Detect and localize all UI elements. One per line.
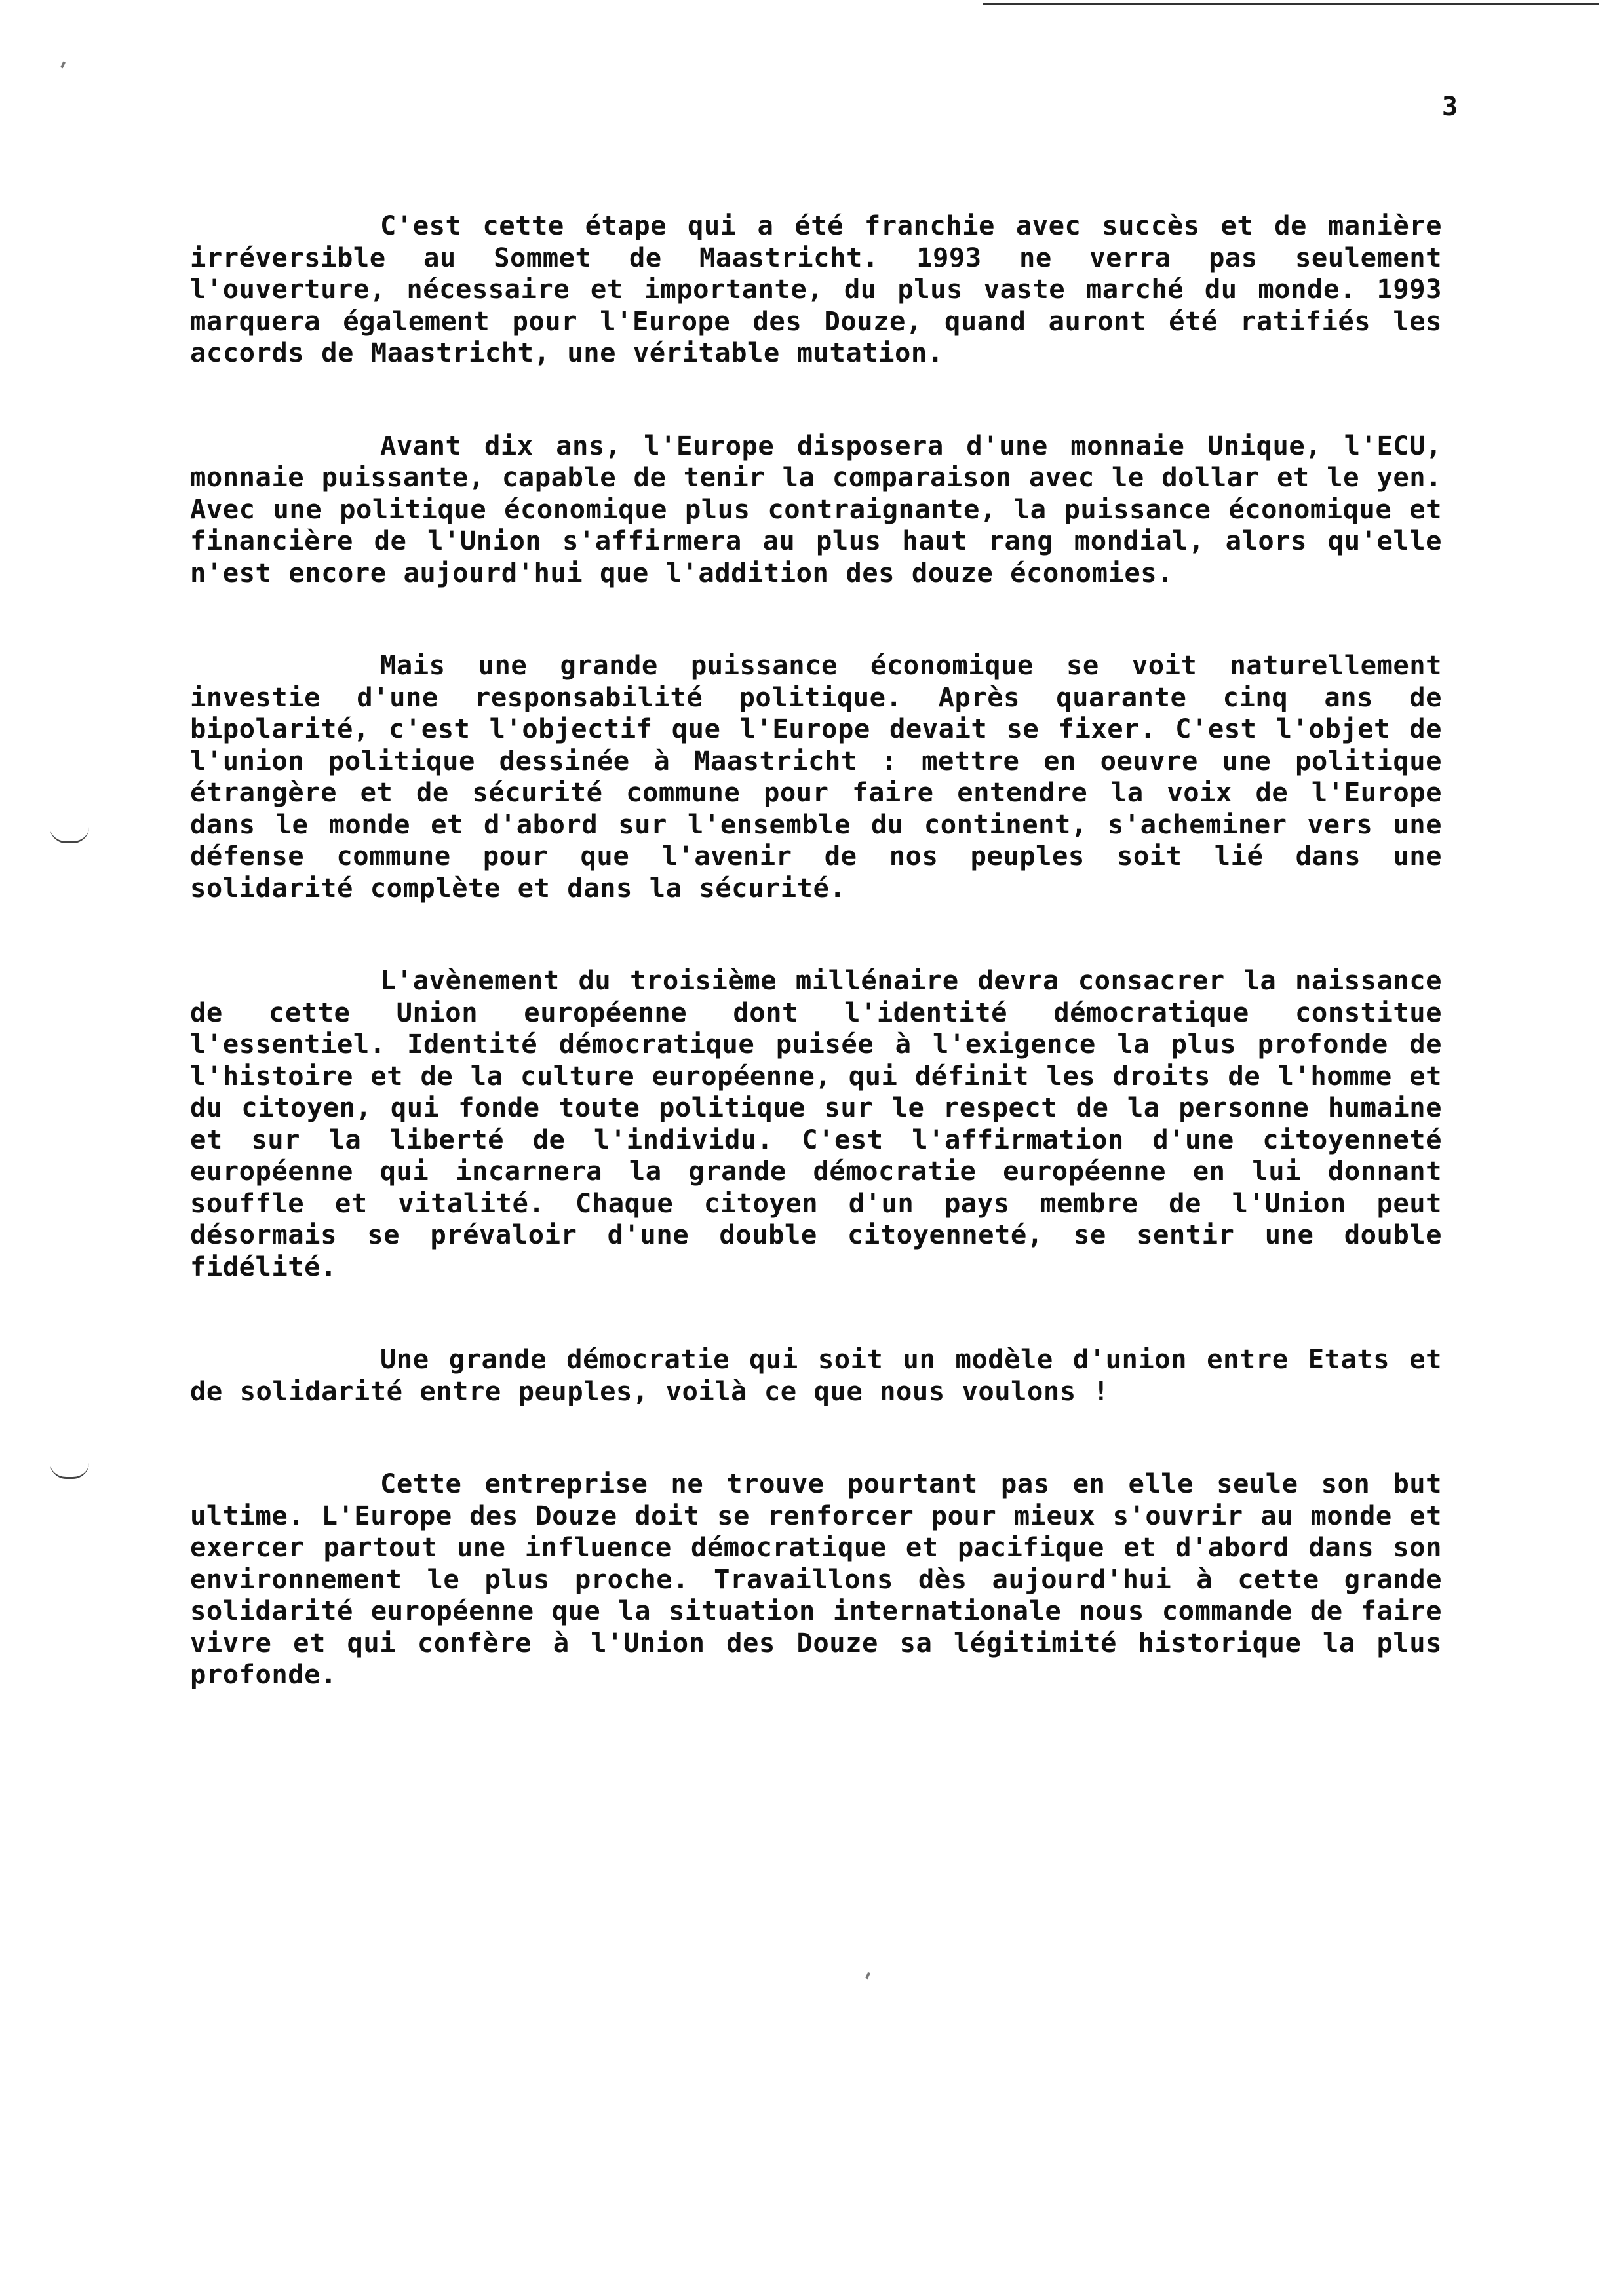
paragraph-democratic-identity: L'avènement du troisième millénaire devra consacrer la naissance de cette Union européenne dont l'identité démocratique constitue l'essentiel. Identité démocratique puisée à l'exigence la plus profonde de l'histoire et de la culture européenne, qui définit les droits de l'homme et du citoyen, qui fonde toute politique sur le respect de la personne humaine et sur la liberté de l'individu. C'est l'affirmation d'une citoyenneté européenne qui incarnera la grande démocratie européenne en lui donnant souffle et vitalité. Chaque citoyen d'un pays membre de l'Union peut désormais se prévaloir d'une double citoyenneté, se sentir une double fidélité. [190,965,1442,1282]
paragraph-great-democracy: Une grande démocratie qui soit un modèle d'union entre Etats et de solidarité entre peuples, voilà ce que nous voulons ! [190,1343,1442,1407]
scan-speck [865,1972,870,1980]
margin-mark [50,827,89,843]
margin-mark [50,1463,89,1479]
paragraph-single-currency: Avant dix ans, l'Europe disposera d'une monnaie Unique, l'ECU, monnaie puissante, capable de tenir la comparaison avec le dollar et le yen. Avec une politique économique plus contraignante, la puissance économique et financière de l'Union s'affirmera au plus haut rang mondial, alors qu'elle n'est encore aujourd'hui que l'addition des douze économies. [190,429,1442,588]
top-edge-rule [983,3,1599,5]
paragraph-european-solidarity: Cette entreprise ne trouve pourtant pas en elle seule son but ultime. L'Europe des Douze doit se renforcer pour mieux s'ouvrir au monde et exercer partout une influence démocratique et pacifique et d'abord dans son environnement le plus proche. Travaillons dès aujourd'hui à cette grande solidarité européenne que la situation internationale nous commande de faire vivre et qui confère à l'Union des Douze sa légitimité historique la plus profonde. [190,1468,1442,1690]
scan-speck [60,62,66,69]
document-body [190,210,1442,1751]
paragraph-political-union: Mais une grande puissance économique se voit naturellement investie d'une responsabilité politique. Après quarante cinq ans de bipolarité, c'est l'objectif que l'Europe devait se fixer. C'est l'objet de l'union politique dessinée à Maastricht : mettre en oeuvre une politique étrangère et de sécurité commune pour faire entendre la voix de l'Europe dans le monde et d'abord sur l'ensemble du continent, s'acheminer vers une défense commune pour que l'avenir de nos peuples soit lié dans une solidarité complète et dans la sécurité. [190,649,1442,904]
paragraph-maastricht-summit: C'est cette étape qui a été franchie avec succès et de manière irréversible au Sommet de Maastricht. 1993 ne verra pas seulement l'ouverture, nécessaire et importante, du plus vaste marché du monde. 1993 marquera également pour l'Europe des Douze, quand auront été ratifiés les accords de Maastricht, une véritable mutation. [190,210,1442,368]
page-number: 3 [1442,92,1458,122]
